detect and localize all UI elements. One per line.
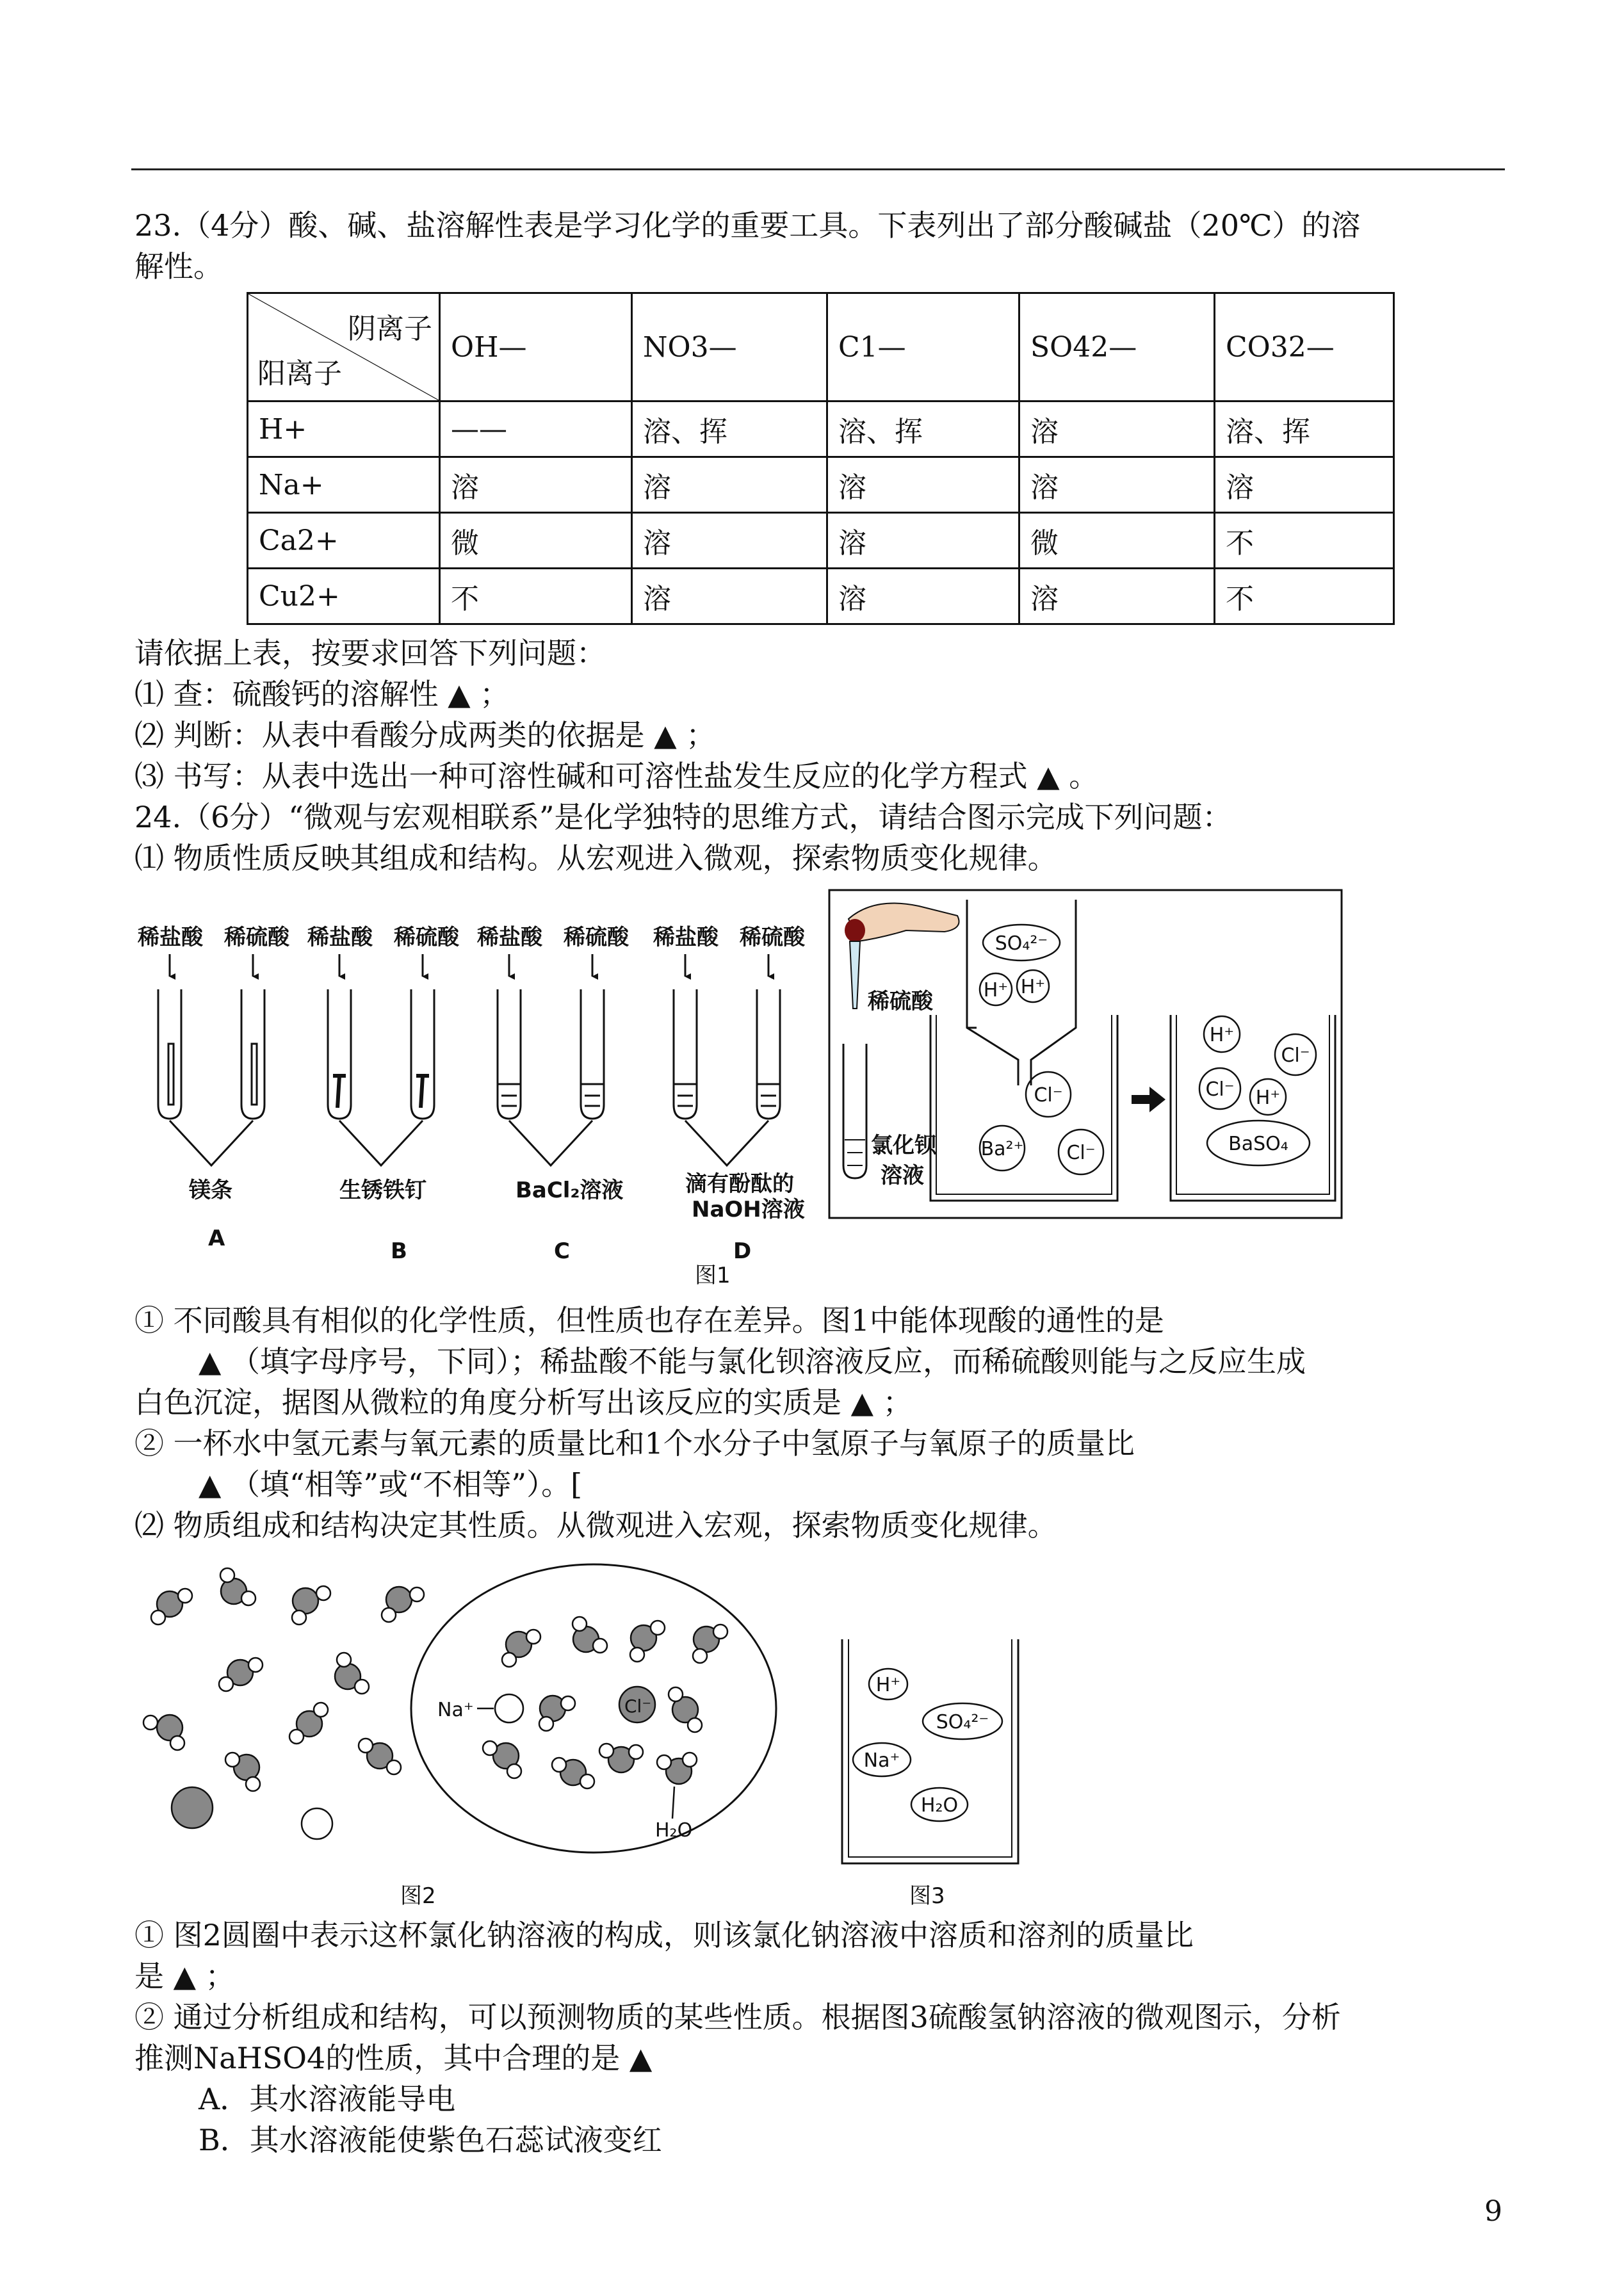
- test-tube-icon: [158, 989, 264, 1165]
- q23-item-2: ⑵ 判断：从表中看酸分成两类的依据是 ▲ ；: [134, 718, 716, 752]
- water-molecule-icon: [219, 1658, 263, 1691]
- ion-baso4: BaSO₄: [1228, 1133, 1288, 1155]
- q24-sub4-line-1: ② 通过分析组成和结构，可以预测物质的某些性质。根据图3硫酸氢钠溶液的微观图示，分析: [134, 2000, 1341, 2034]
- arrow-right-icon: [1132, 1087, 1165, 1112]
- reagent-label: 稀盐酸: [307, 925, 373, 950]
- solubility-cell: 不: [440, 569, 632, 624]
- fig2-cl-label: Cl⁻: [624, 1696, 652, 1717]
- solubility-cell: 溶: [632, 569, 827, 624]
- solubility-cell: 溶: [827, 457, 1019, 513]
- fig3-so4-label: SO₄²⁻: [936, 1711, 989, 1733]
- option-a: A．其水溶液能导电: [199, 2082, 456, 2116]
- solubility-cell: 溶、挥: [632, 401, 827, 457]
- water-molecule-icon: [657, 1753, 697, 1784]
- cation-cell: Ca2+: [248, 513, 440, 569]
- table-corner: [248, 293, 440, 401]
- water-molecule-icon: [630, 1621, 665, 1662]
- figure-2-3: [131, 1556, 1034, 1915]
- ion-ba: Ba²⁺: [980, 1138, 1024, 1160]
- water-molecule-icon: [292, 1586, 330, 1625]
- q24-part-1: ⑴ 物质性质反映其组成和结构。从宏观进入微观，探索物质变化规律。: [134, 841, 1057, 875]
- water-molecule-icon: [289, 1703, 328, 1744]
- test-tube-icon: [328, 989, 434, 1165]
- q23-prompt: 请依据上表，按要求回答下列问题：: [134, 636, 606, 670]
- q24-intro: 24.（6分）“微观与宏观相联系”是化学独特的思维方式，请结合图示完成下列问题：: [134, 800, 1232, 834]
- tube-label: 滴有酚酞的: [685, 1171, 794, 1197]
- ion-h: H⁺: [1209, 1024, 1235, 1046]
- water-molecule-icon: [220, 1568, 256, 1605]
- q24-sub1-line-2: ▲ （填字母序号，下同）；稀盐酸不能与氯化钡溶液反应，而稀硫酸则能与之反应生成: [199, 1344, 1306, 1379]
- tube-label: NaOH溶液: [692, 1197, 805, 1222]
- tube-letter: A: [208, 1226, 225, 1251]
- na-ion-icon: [302, 1808, 332, 1839]
- anion-header: C1—: [827, 293, 1019, 401]
- solubility-cell: ——: [440, 401, 632, 457]
- q24-sub2-line-2: ▲ （填“相等”或“不相等”）。[: [199, 1467, 583, 1502]
- figure-3-caption: 图3: [909, 1883, 945, 1909]
- fig3-na-label: Na⁺: [863, 1749, 900, 1772]
- water-molecule-icon: [599, 1744, 643, 1772]
- box-acid-label: 稀硫酸: [868, 989, 933, 1014]
- q24-sub1-line-3: 白色沉淀，据图从微粒的角度分析写出该反应的实质是 ▲ ；: [134, 1385, 913, 1420]
- table-row: [248, 513, 1394, 569]
- page-number: 9: [1484, 2195, 1502, 2228]
- fig2-na-label: Na⁺: [437, 1699, 474, 1721]
- ion-so4: SO₄²⁻: [995, 932, 1048, 955]
- anion-header: NO3—: [632, 293, 827, 401]
- q24-sub2-line-1: ② 一杯水中氢元素与氧元素的质量比和1个水分子中氢原子与氧原子的质量比: [134, 1426, 1135, 1461]
- solubility-cell: 微: [440, 513, 632, 569]
- anion-header: OH—: [440, 293, 632, 401]
- solubility-cell: 溶、挥: [827, 401, 1019, 457]
- reagent-label: 稀硫酸: [224, 925, 289, 950]
- cl-ion-icon: [172, 1787, 213, 1828]
- water-molecule-icon: [502, 1630, 540, 1667]
- table-row: [248, 457, 1394, 513]
- water-molecule-icon: [382, 1587, 424, 1622]
- water-molecule-icon: [552, 1758, 594, 1788]
- ion-cl: Cl⁻: [1034, 1084, 1063, 1107]
- dropper-icon: [850, 941, 860, 1009]
- solubility-cell: 溶: [440, 457, 632, 513]
- water-molecule-icon: [572, 1617, 607, 1653]
- solubility-cell: 微: [1019, 513, 1215, 569]
- tube-label: 镁条: [189, 1178, 232, 1203]
- water-molecule-icon: [225, 1753, 260, 1791]
- na-ion-icon: [495, 1694, 523, 1723]
- tube-letter: C: [554, 1238, 570, 1264]
- solubility-cell: 溶: [632, 513, 827, 569]
- solubility-cell: 溶: [632, 457, 827, 513]
- anion-header: CO32—: [1215, 293, 1394, 401]
- ion-cl: Cl⁻: [1281, 1044, 1310, 1067]
- tube-letter: D: [733, 1238, 752, 1264]
- q23-intro-1: 23.（4分）酸、碱、盐溶解性表是学习化学的重要工具。下表列出了部分酸碱盐（20℃）的溶: [134, 208, 1361, 243]
- fig3-h2o-label: H₂O: [920, 1794, 959, 1817]
- solubility-cell: 溶: [1019, 569, 1215, 624]
- solubility-cell: 溶: [827, 513, 1019, 569]
- q24-part-2: ⑵ 物质组成和结构决定其性质。从微观进入宏观，探索物质变化规律。: [134, 1508, 1057, 1543]
- cation-cell: Cu2+: [248, 569, 440, 624]
- q24-sub4-line-2: 推测NaHSO4的性质，其中合理的是 ▲: [134, 2041, 653, 2075]
- water-molecule-icon: [693, 1625, 727, 1663]
- test-tube-icon: [843, 1044, 866, 1178]
- reagent-label: 稀硫酸: [394, 925, 459, 950]
- solubility-cell: 溶: [1019, 401, 1215, 457]
- water-molecule-icon: [151, 1589, 192, 1625]
- ion-h: H⁺: [983, 979, 1009, 1002]
- reagent-label: 稀硫酸: [564, 925, 629, 950]
- q24-sub3-line-2: 是 ▲ ；: [134, 1959, 235, 1993]
- tube-label: 生锈铁钉: [339, 1178, 426, 1203]
- fig2-h2o-label: H₂O: [655, 1819, 693, 1842]
- q24-sub3-line-1: ① 图2圆圈中表示这杯氯化钠溶液的构成，则该氯化钠溶液中溶质和溶剂的质量比: [134, 1918, 1194, 1952]
- fig3-h-label: H⁺: [875, 1674, 901, 1696]
- reagent-label: 稀盐酸: [138, 925, 203, 950]
- reagent-label: 稀盐酸: [477, 925, 542, 950]
- figure-1-caption: 图1: [695, 1263, 731, 1288]
- box-bacl2-label: 溶液: [881, 1163, 924, 1188]
- figure-2-caption: 图2: [400, 1883, 436, 1909]
- water-molecule-icon: [143, 1715, 184, 1750]
- water-molecule-icon: [539, 1696, 575, 1731]
- anion-header: SO42—: [1019, 293, 1215, 401]
- water-molecule-icon: [483, 1741, 521, 1778]
- ion-h: H⁺: [1255, 1087, 1281, 1109]
- solubility-cell: 溶: [827, 569, 1019, 624]
- option-b: B．其水溶液能使紫色石蕊试液变红: [199, 2123, 662, 2157]
- solubility-cell: 不: [1215, 513, 1394, 569]
- tube-label: BaCl₂溶液: [516, 1178, 624, 1203]
- tube-letter: B: [391, 1238, 407, 1264]
- test-tube-icon: [498, 989, 604, 1165]
- ion-h: H⁺: [1020, 976, 1046, 998]
- corner-cation-label: 阳离子: [257, 357, 342, 390]
- water-molecule-icon: [359, 1739, 401, 1774]
- table-row: [248, 569, 1394, 624]
- ion-cl: Cl⁻: [1205, 1078, 1235, 1101]
- header-rule: [131, 168, 1505, 170]
- ion-cl: Cl⁻: [1066, 1142, 1096, 1164]
- q23-item-1: ⑴ 查：硫酸钙的溶解性 ▲ ；: [134, 677, 510, 711]
- solubility-cell: 不: [1215, 569, 1394, 624]
- water-molecule-icon: [335, 1653, 369, 1694]
- water-molecule-icon: [669, 1687, 702, 1732]
- table-row: [248, 401, 1394, 457]
- dropper-bulb-icon: [845, 919, 865, 942]
- solubility-cell: 溶: [1215, 457, 1394, 513]
- q23-intro-2: 解性。: [134, 249, 223, 284]
- figure-1: [131, 880, 1354, 1288]
- hand-icon: [849, 904, 959, 942]
- reagent-label: 稀盐酸: [653, 925, 719, 950]
- q23-item-3: ⑶ 书写：从表中选出一种可溶性碱和可溶性盐发生反应的化学方程式 ▲ 。: [134, 759, 1099, 793]
- box-bacl2-label: 氯化钡: [871, 1133, 936, 1158]
- q24-sub1-line-1: ① 不同酸具有相似的化学性质，但性质也存在差异。图1中能体现酸的通性的是: [134, 1303, 1164, 1338]
- reagent-label: 稀硫酸: [740, 925, 805, 950]
- solubility-cell: 溶: [1019, 457, 1215, 513]
- corner-anion-label: 阴离子: [348, 312, 432, 345]
- solubility-table: [247, 292, 1395, 625]
- test-tube-icon: [674, 989, 780, 1165]
- cation-cell: H+: [248, 401, 440, 457]
- solubility-cell: 溶、挥: [1215, 401, 1394, 457]
- cation-cell: Na+: [248, 457, 440, 513]
